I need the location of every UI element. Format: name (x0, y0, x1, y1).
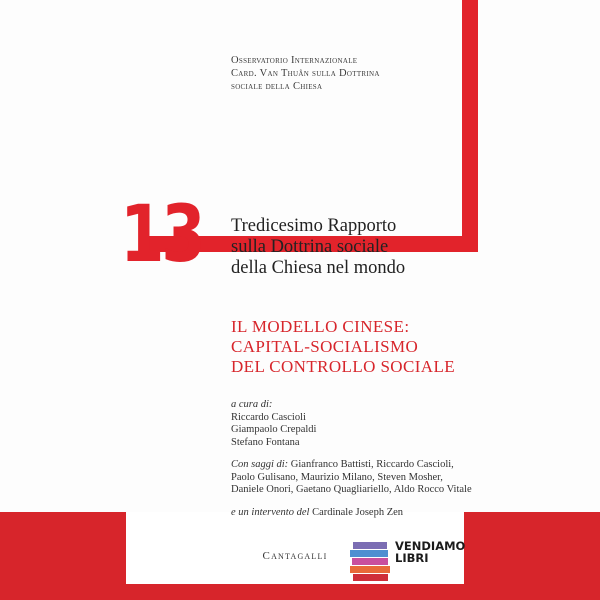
intervention-line (231, 507, 403, 520)
observatory-heading (231, 54, 380, 93)
publisher-name: Cantagalli (262, 550, 328, 562)
subtitle-line: IL MODELLO CINESE: (231, 317, 410, 336)
badge-brand (395, 540, 465, 564)
report-title-line: sulla Dottrina sociale (231, 237, 389, 257)
intervention-name: Cardinale Joseph Zen (312, 507, 404, 518)
report-number: 13 (120, 190, 203, 280)
observatory-line: Card. Van Thuân sulla Dottrina (231, 68, 380, 79)
book-subtitle (231, 317, 455, 377)
observatory-line: Osservatorio Internazionale (231, 55, 358, 66)
book-stack-icon (350, 542, 392, 584)
report-title-line: Tredicesimo Rapporto (231, 216, 397, 236)
essays-label: Con saggi di: (231, 459, 289, 470)
editors-label: a cura di: (231, 399, 273, 410)
subtitle-line: CAPITAL-SOCIALISMO (231, 337, 419, 356)
report-title-line: della Chiesa nel mondo (231, 258, 406, 278)
essays-authors-line: Daniele Onori, Gaetano Quagliariello, Aldo Rocco Vitale (231, 484, 472, 495)
editor-name: Stefano Fontana (231, 436, 300, 448)
essays-authors-line: Gianfranco Battisti, Riccardo Cascioli, (290, 459, 454, 470)
report-title (231, 216, 405, 279)
badge-line: VENDIAMO (395, 539, 466, 553)
badge-line: LIBRI (395, 551, 429, 565)
editor-name: Giampaolo Crepaldi (231, 424, 317, 435)
red-vertical-strip (462, 0, 478, 252)
editors-block (231, 399, 316, 449)
essays-authors-line: Paolo Gulisano, Maurizio Milano, Steven Mosher, (231, 471, 443, 483)
subtitle-line: DEL CONTROLLO SOCIALE (231, 357, 456, 376)
essays-block (231, 459, 472, 497)
observatory-line: sociale della Chiesa (231, 81, 323, 92)
editor-name: Riccardo Cascioli (231, 411, 306, 423)
vendiamo-libri-badge (350, 536, 466, 586)
intervention-label: e un intervento del (231, 507, 310, 518)
badge-tagline: DI TUTTI A TUTTI (395, 568, 442, 586)
